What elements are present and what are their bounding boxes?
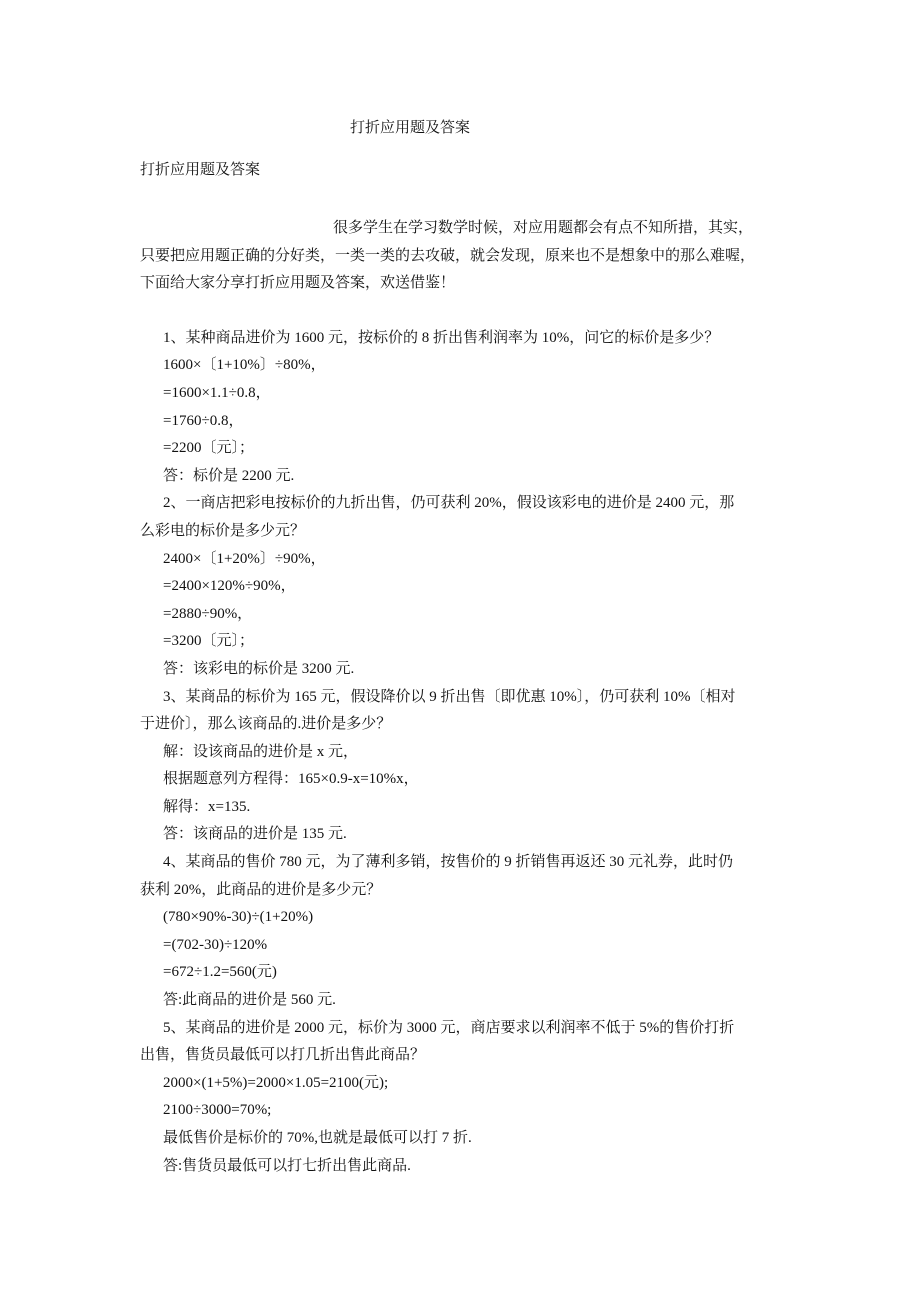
solution-step: 答：该彩电的标价是 3200 元.: [163, 660, 355, 677]
problem-list: [140, 325, 785, 1180]
solution-step: 解得：x=135.: [163, 798, 251, 815]
solution-step: (780×90%-30)÷(1+20%): [163, 909, 314, 926]
problem-3: [140, 684, 785, 850]
solution-step: 解：设该商品的进价是 x 元，: [163, 743, 359, 760]
problem-question: 于进价〕，那么该商品的.进价是多少？: [140, 716, 392, 733]
solution-step: 1600×〔1+10%〕÷80%，: [163, 357, 326, 374]
solution-step: =2200〔元〕；: [163, 440, 254, 457]
solution-step: =2880÷90%，: [163, 605, 253, 622]
problem-4: [140, 849, 785, 1015]
solution-step: 答:此商品的进价是 560 元.: [163, 992, 336, 1009]
problem-question: 3、某商品的标价为 165 元，假设降价以 9 折出售〔即优惠 10%〕，仍可获利 10%〔相对: [163, 688, 736, 705]
solution-step: 答：标价是 2200 元.: [163, 467, 295, 484]
solution-step: =1760÷0.8，: [163, 412, 244, 429]
intro-paragraph: [140, 215, 785, 298]
problem-question: 1、某种商品进价为 1600 元，按标价的 8 折出售利润率为 10%，问它的标价是多少？: [163, 329, 720, 346]
solution-step: =3200〔元〕；: [163, 633, 254, 650]
intro-line: 下面给大家分享打折应用题及答案，欢送借鉴！: [140, 275, 456, 292]
problem-question: 2、一商店把彩电按标价的九折出售，仍可获利 20%，假设该彩电的进价是 2400 元，那: [163, 495, 735, 512]
solution-step: 根据题意列方程得：165×0.9-x=10%x，: [163, 771, 419, 788]
solution-step: 最低售价是标价的 70%,也就是最低可以打 7 折.: [163, 1130, 472, 1146]
solution-step: 2400×〔1+20%〕÷90%，: [163, 550, 326, 567]
problem-question: 5、某商品的进价是 2000 元，标价为 3000 元，商店要求以利润率不低于 5%的售价打折: [163, 1019, 735, 1036]
solution-step: =1600×1.1÷0.8，: [163, 384, 271, 401]
solution-step: 2100÷3000=70%;: [163, 1102, 272, 1119]
problem-question: 么彩电的标价是多少元？: [140, 522, 306, 539]
intro-line: 只要把应用题正确的分好类，一类一类的去攻破，就会发现，原来也不是想象中的那么难喔，: [140, 247, 756, 264]
problem-question: 出售，售货员最低可以打几折出售此商品？: [140, 1047, 426, 1064]
solution-step: =(702-30)÷120%: [163, 936, 268, 953]
document-subtitle: 打折应用题及答案: [140, 162, 261, 178]
intro-line: 很多学生在学习数学时候，对应用题都会有点不知所措，其实，: [333, 220, 754, 236]
solution-step: =672÷1.2=560(元): [163, 964, 277, 981]
problem-5: [140, 1015, 785, 1181]
solution-step: 答:售货员最低可以打七折出售此商品.: [163, 1157, 411, 1174]
problem-2: [140, 490, 785, 683]
problem-question: 获利 20%，此商品的进价是多少元？: [140, 881, 382, 898]
document-body: [140, 215, 785, 1180]
problem-question: 4、某商品的售价 780 元，为了薄利多销，按售价的 9 折销售再返还 30 元礼券，此时仍: [163, 854, 734, 871]
solution-step: 答：该商品的进价是 135 元.: [163, 826, 347, 843]
problem-1: [140, 325, 785, 491]
solution-step: 2000×(1+5%)=2000×1.05=2100(元);: [163, 1074, 389, 1091]
document-title: 打折应用题及答案: [349, 120, 470, 136]
solution-step: =2400×120%÷90%，: [163, 578, 296, 595]
